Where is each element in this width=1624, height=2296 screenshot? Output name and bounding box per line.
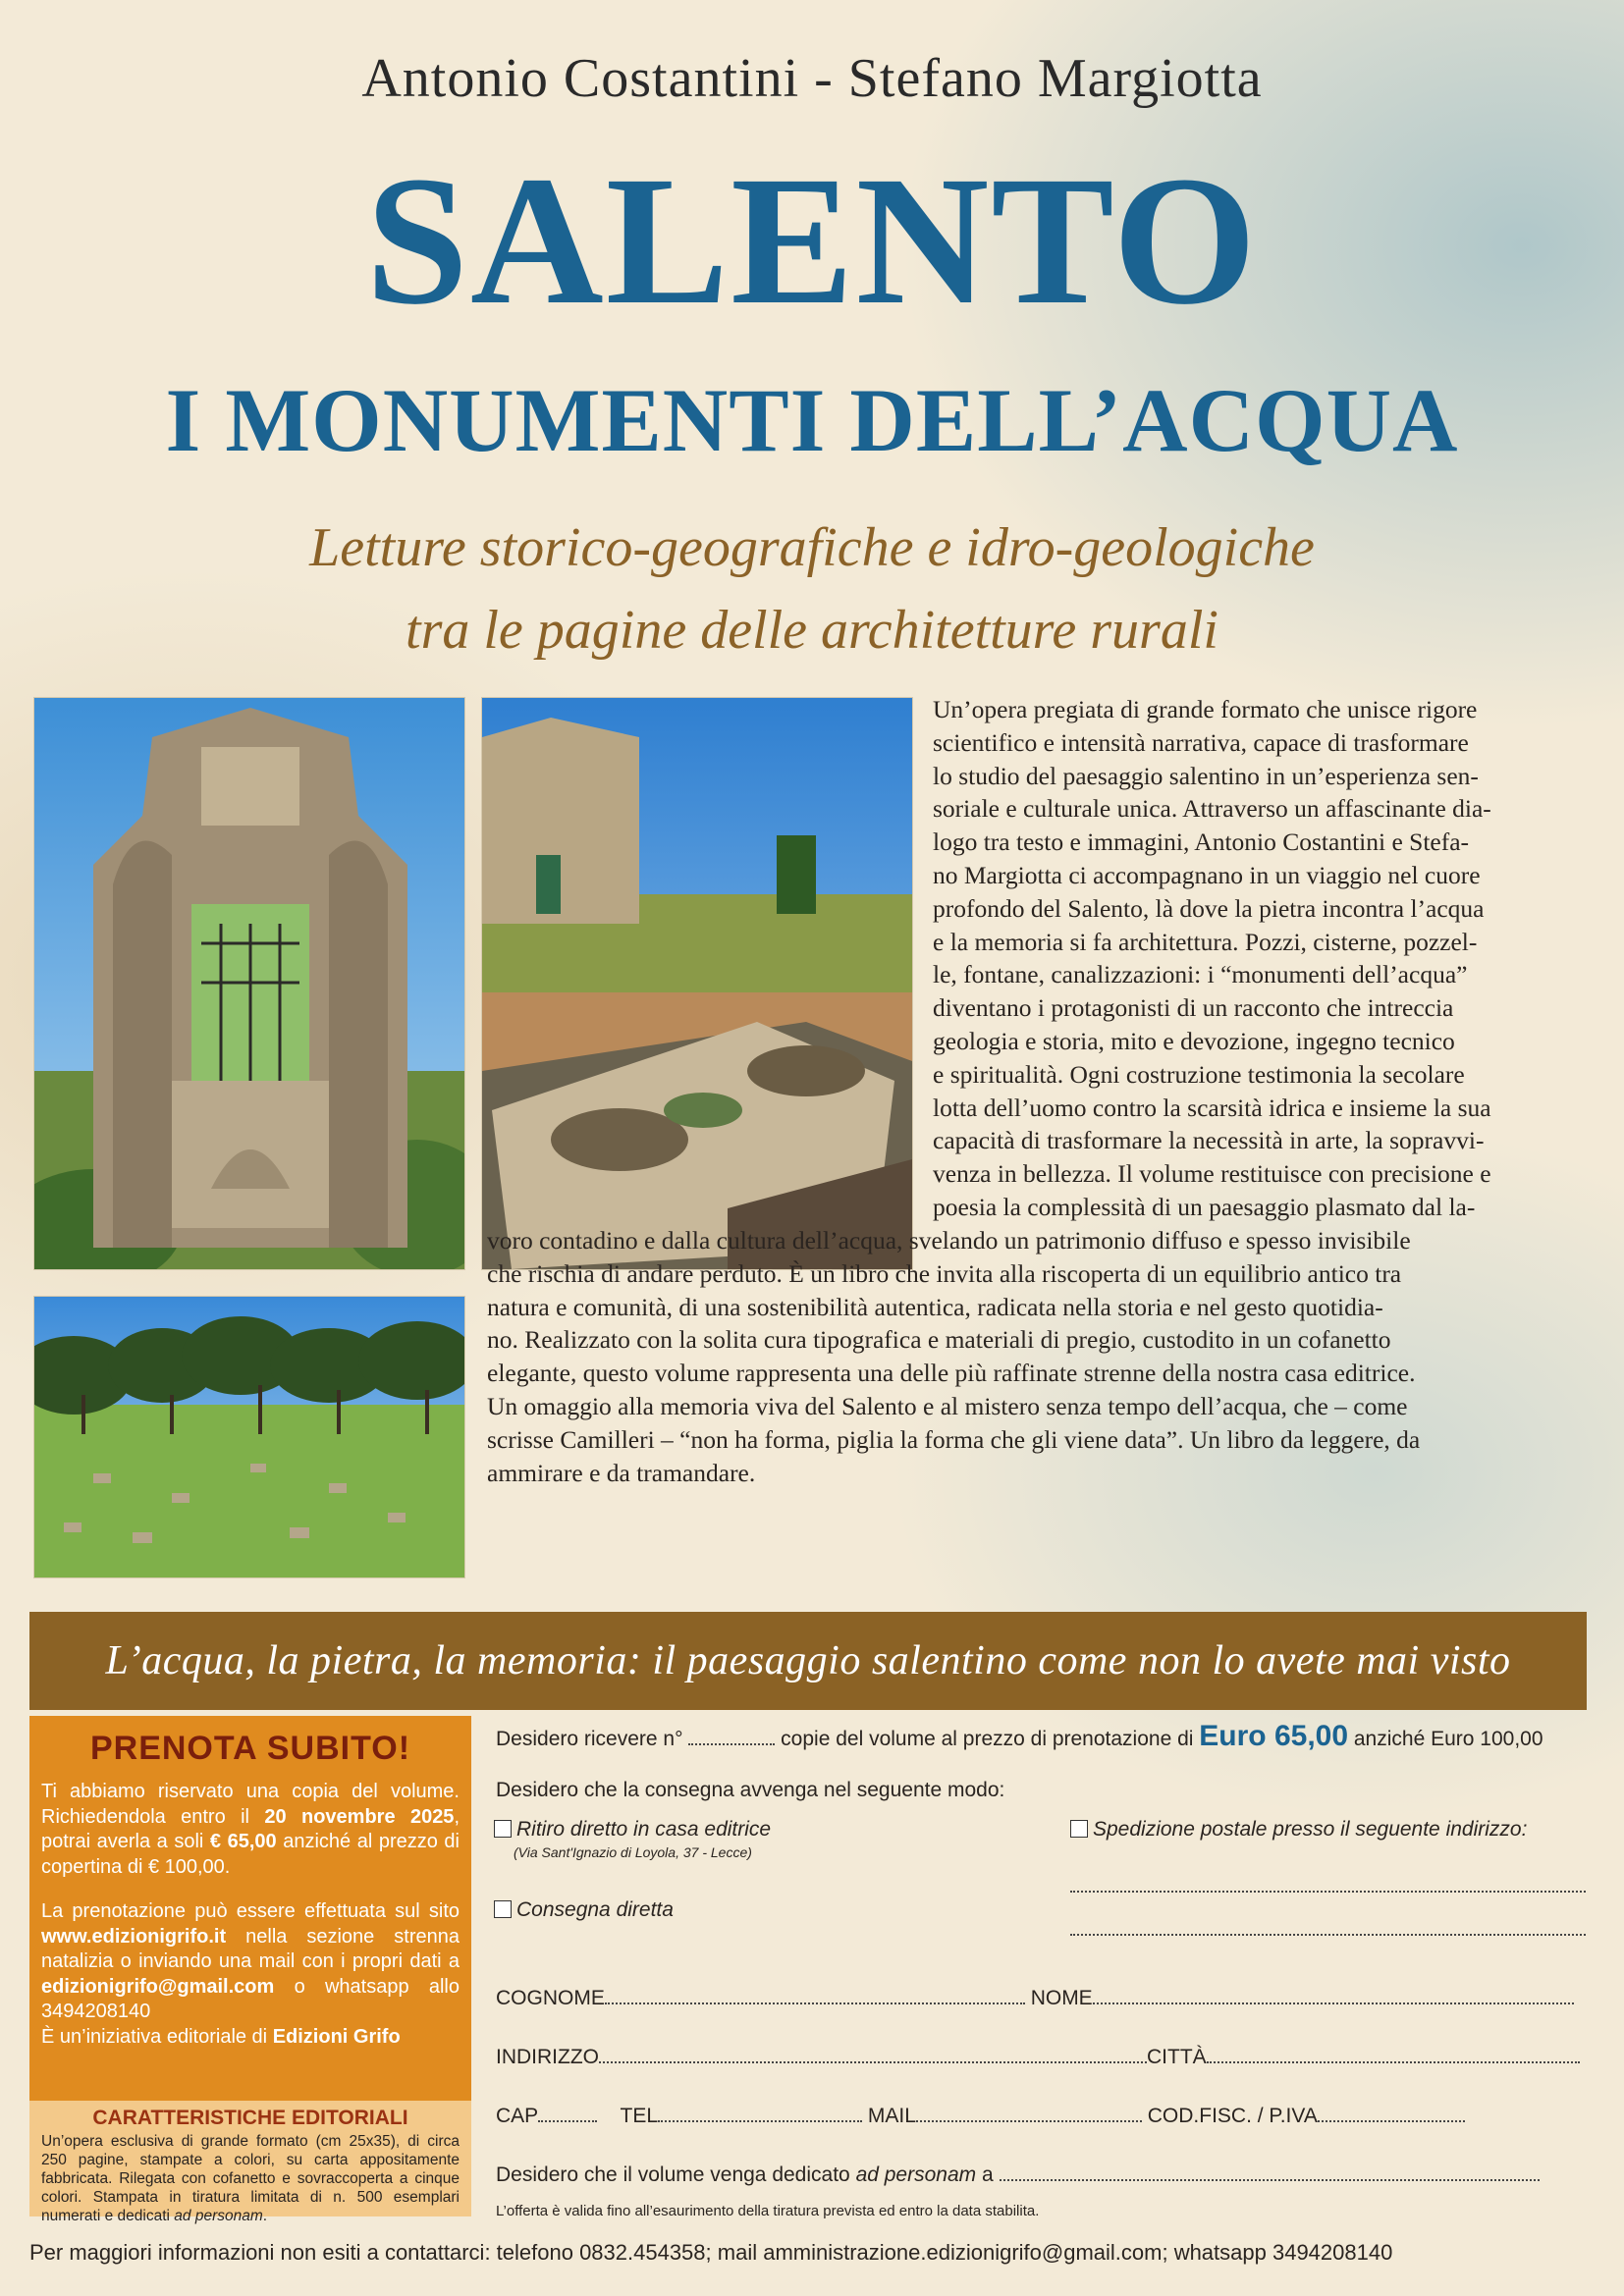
tagline-line-1: Letture storico-geografiche e idro-geologiche xyxy=(309,517,1315,578)
photo-baroque-well xyxy=(33,697,465,1270)
body-line: venza in bellezza. Il volume restituisce con precisione e xyxy=(933,1159,1491,1189)
body-line: soriale e culturale unica. Attraverso un affascinante dia- xyxy=(933,794,1491,824)
body-line: e spiritualità. Ogni costruzione testimonia la secolare xyxy=(933,1059,1465,1089)
body-line: lotta dell’uomo contro la scarsità idrica e insieme la sua xyxy=(933,1093,1491,1122)
body-line: Un’opera pregiata di grande formato che unisce rigore xyxy=(933,695,1478,723)
features-box xyxy=(29,2101,471,2224)
body-line: voro contadino e dalla cultura dell’acqua, svelando un patrimonio diffuso e spesso invisibile xyxy=(487,1226,1411,1255)
body-line: scientifico e intensità narrativa, capace di trasformare xyxy=(933,727,1469,757)
body-line: no Margiotta ci accompagnano in un viaggio nel cuore xyxy=(933,860,1481,889)
copies-field[interactable] xyxy=(688,1726,775,1745)
body-line: geologia e storia, mito e devozione, ingegno tecnico xyxy=(933,1026,1455,1055)
option-postal[interactable]: Spedizione postale presso il seguente indirizzo: xyxy=(1070,1818,1527,1842)
checkbox-postal[interactable] xyxy=(1070,1820,1088,1838)
cap-field[interactable] xyxy=(538,2103,597,2122)
email-link[interactable]: edizionigrifo@gmail.com xyxy=(41,1975,275,1998)
features-title: CARATTERISTICHE EDITORIALI xyxy=(92,2107,408,2129)
body-line: elegante, questo volume rappresenta una delle più raffinate strenne della nostra casa editrice. xyxy=(487,1359,1416,1388)
postal-address-line-1[interactable] xyxy=(1070,1873,1586,1893)
promo-paragraph-1: Ti abbiamo riservato una copia del volume. Richiedendola entro il 20 novembre 2025, potrai averla a soli € 65,00 anziché al prezzo di copertina di € 100,00. xyxy=(41,1781,460,1878)
tagline-line-2: tra le pagine delle architetture rurali xyxy=(406,600,1218,661)
body-line: e la memoria si fa architettura. Pozzi, cisterne, pozzel- xyxy=(933,927,1478,956)
body-line: diventano i protagonisti di un racconto che intreccia xyxy=(933,993,1454,1023)
dedication-row: Desidero che il volume venga dedicato ad personam a xyxy=(496,2162,1586,2187)
surname-field[interactable] xyxy=(605,1985,1025,2004)
photo-stone-basins xyxy=(481,697,913,1270)
taxcode-field[interactable] xyxy=(1318,2103,1465,2122)
website-link[interactable]: www.edizionigrifo.it xyxy=(41,1925,227,1948)
mail-field[interactable] xyxy=(916,2103,1142,2122)
body-line: capacità di trasformare la necessità in arte, la sopravvi- xyxy=(933,1126,1485,1155)
photo-pine-field xyxy=(33,1296,465,1578)
book-subtitle: I MONUMENTI DELL’ACQUA xyxy=(165,370,1459,470)
name-row: COGNOME NOME xyxy=(496,1985,1586,2010)
body-line: scrisse Camilleri – “non ha forma, piglia la forma che gli viene data”. Un libro da leggere, da xyxy=(487,1424,1421,1454)
body-line: no. Realizzato con la solita cura tipografica e materiali di pregio, custodito in un cofanetto xyxy=(487,1325,1391,1355)
body-text-column xyxy=(933,693,1587,1224)
checkbox-pickup[interactable] xyxy=(494,1820,512,1838)
copies-row: Desidero ricevere n° copie del volume al prezzo di prenotazione di Euro 65,00 anziché Euro 100,00 xyxy=(496,1720,1543,1752)
footer-contacts: Per maggiori informazioni non esiti a contattarci: telefono 0832.454358; mail amministrazione.edizionigrifo@gmail.com; whatsapp 3494208140 xyxy=(29,2240,1393,2265)
body-line: lo studio del paesaggio salentino in un’esperienza sen- xyxy=(933,761,1479,790)
body-line: natura e comunità, di una sostenibilità autentica, radicata nella storia e nel gesto quotidia- xyxy=(487,1292,1383,1321)
pickup-address: (Via Sant'Ignazio di Loyola, 37 - Lecce) xyxy=(514,1844,752,1860)
offer-note: L’offerta è valida fino all’esaurimento della tiratura prevista ed entro la data stabilita. xyxy=(496,2203,1040,2219)
body-line: Un omaggio alla memoria viva del Salento e al mistero senza tempo dell’acqua, che – come xyxy=(487,1391,1408,1420)
postal-address-line-2[interactable] xyxy=(1070,1916,1586,1936)
body-line: logo tra testo e immagini, Antonio Costantini e Stefa- xyxy=(933,828,1470,857)
body-line: che rischia di andare perduto. È un libro che invita alla riscoperta di un equilibrio antico tra xyxy=(487,1258,1402,1288)
authors: Antonio Costantini - Stefano Margiotta xyxy=(361,48,1263,109)
body-line: poesia la complessità di un paesaggio plasmato dal la- xyxy=(933,1192,1476,1221)
dedication-field[interactable] xyxy=(1000,2162,1540,2181)
option-pickup[interactable]: Ritiro diretto in casa editrice xyxy=(494,1818,771,1842)
contact-row: CAP TEL MAIL COD.FISC. / P.IVA xyxy=(496,2103,1586,2128)
promo-box xyxy=(29,1716,471,2101)
checkbox-direct[interactable] xyxy=(494,1900,512,1918)
city-field[interactable] xyxy=(1207,2044,1580,2063)
phone-field[interactable] xyxy=(658,2103,862,2122)
promo-paragraph-2: La prenotazione può essere effettuata sul sito www.edizionigrifo.it nella sezione strenna natalizia o inviando una mail con i propri dati a edizionigrifo@gmail.com o whatsapp allo 3494208140 xyxy=(41,1900,460,2022)
option-direct[interactable]: Consegna diretta xyxy=(494,1898,674,1922)
address-field[interactable] xyxy=(599,2044,1147,2063)
delivery-label: Desidero che la consegna avvenga nel seguente modo: xyxy=(496,1779,1005,1801)
body-line: le, fontane, canalizzazioni: i “monumenti dell’acqua” xyxy=(933,960,1468,989)
name-field[interactable] xyxy=(1093,1985,1574,2004)
book-title: SALENTO xyxy=(365,137,1259,343)
features-text: Un’opera esclusiva di grande formato (cm 25x35), di circa 250 pagine, stampate a colori, su carta appositamente fabbricata. Rilegata con cofanetto e sovraccoperta a cinque colori. Stampata in tiratura limitata di n. 500 esemplari numerati e dedicati ad personam. xyxy=(41,2133,460,2224)
body-text-wide xyxy=(487,1224,1587,1489)
body-line: ammirare e da tramandare. xyxy=(487,1458,756,1487)
address-row: INDIRIZZO CITTÀ xyxy=(496,2044,1586,2069)
booking-price: Euro 65,00 xyxy=(1199,1720,1349,1752)
promo-title: PRENOTA SUBITO! xyxy=(89,1730,411,1767)
body-line: profondo del Salento, là dove la pietra incontra l’acqua xyxy=(933,893,1485,923)
promo-paragraph-3: È un’iniziativa editoriale di Edizioni Grifo xyxy=(41,2025,401,2048)
slogan-band: L’acqua, la pietra, la memoria: il paesaggio salentino come non lo avete mai visto xyxy=(29,1612,1587,1710)
